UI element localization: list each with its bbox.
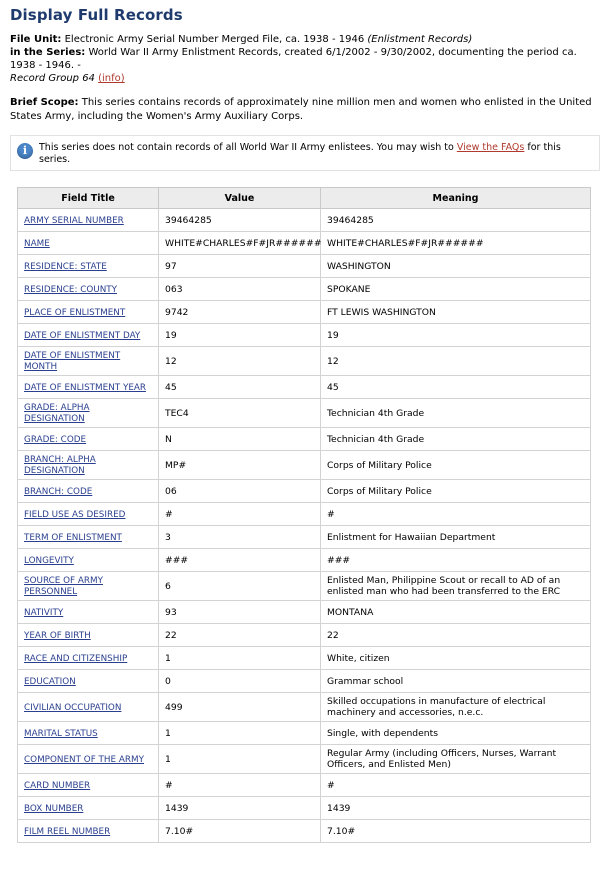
field-title-link[interactable]: GRADE: CODE — [24, 434, 87, 445]
value-cell: MP# — [159, 451, 321, 480]
value-cell: 0 — [159, 670, 321, 693]
value-cell: 22 — [159, 624, 321, 647]
value-cell: N — [159, 428, 321, 451]
table-row — [18, 347, 591, 376]
field-title-cell — [18, 278, 159, 301]
table-row — [18, 399, 591, 428]
field-title-link[interactable]: CARD NUMBER — [24, 780, 91, 791]
value-cell: 06 — [159, 480, 321, 503]
field-title-cell — [18, 774, 159, 797]
page-title: Display Full Records — [10, 6, 183, 24]
field-title-cell — [18, 624, 159, 647]
table-body — [18, 209, 591, 843]
field-title-cell — [18, 549, 159, 572]
notice-text-after: for this series. — [39, 142, 561, 165]
table-row — [18, 376, 591, 399]
records-table — [17, 187, 591, 843]
field-title-cell — [18, 526, 159, 549]
meaning-cell: White, citizen — [321, 647, 591, 670]
meaning-cell: MONTANA — [321, 601, 591, 624]
meaning-cell: SPOKANE — [321, 278, 591, 301]
meaning-cell: # — [321, 503, 591, 526]
value-cell: 97 — [159, 255, 321, 278]
meaning-cell: ### — [321, 549, 591, 572]
field-title-cell — [18, 693, 159, 722]
table-row — [18, 526, 591, 549]
file-unit-info — [10, 33, 600, 85]
field-title-cell — [18, 347, 159, 376]
field-title-link[interactable]: EDUCATION — [24, 676, 76, 687]
info-icon: i — [17, 143, 33, 159]
brief-scope-label: Brief Scope: — [10, 97, 79, 108]
field-title-link[interactable]: BOX NUMBER — [24, 803, 84, 814]
field-title-link[interactable]: MARITAL STATUS — [24, 728, 98, 739]
value-cell: TEC4 — [159, 399, 321, 428]
value-cell: 39464285 — [159, 209, 321, 232]
field-title-cell — [18, 399, 159, 428]
field-title-cell — [18, 376, 159, 399]
field-title-link[interactable]: NATIVITY — [24, 607, 64, 618]
field-title-link[interactable]: BRANCH: ALPHA DESIGNATION — [24, 455, 96, 476]
record-group: Record Group 64 — [10, 73, 95, 84]
field-title-link[interactable]: DATE OF ENLISTMENT MONTH — [24, 351, 121, 372]
field-title-link[interactable]: DATE OF ENLISTMENT DAY — [24, 330, 141, 341]
meaning-cell: 45 — [321, 376, 591, 399]
meaning-cell: # — [321, 774, 591, 797]
meaning-cell: FT LEWIS WASHINGTON — [321, 301, 591, 324]
header-meaning: Meaning — [321, 188, 591, 209]
field-title-cell — [18, 670, 159, 693]
meaning-cell: Corps of Military Police — [321, 451, 591, 480]
field-title-cell — [18, 745, 159, 774]
field-title-link[interactable]: COMPONENT OF THE ARMY — [24, 754, 144, 765]
file-unit-value: Electronic Army Serial Number Merged File, ca. 1938 - 1946 — [64, 34, 365, 45]
info-link[interactable]: (info) — [98, 73, 125, 84]
meaning-cell: WASHINGTON — [321, 255, 591, 278]
value-cell: 45 — [159, 376, 321, 399]
brief-scope — [10, 96, 600, 124]
field-title-link[interactable]: CIVILIAN OCCUPATION — [24, 702, 122, 713]
table-row — [18, 209, 591, 232]
value-cell: ### — [159, 549, 321, 572]
field-title-cell — [18, 480, 159, 503]
header-field-title: Field Title — [18, 188, 159, 209]
field-title-cell — [18, 601, 159, 624]
table-row — [18, 451, 591, 480]
value-cell: 3 — [159, 526, 321, 549]
file-unit-label: File Unit: — [10, 34, 62, 45]
field-title-link[interactable]: DATE OF ENLISTMENT YEAR — [24, 382, 147, 393]
series-value: World War II Army Enlistment Records, created 6/1/2002 - 9/30/2002, documenting the period ca. 1938 - 1946. - — [10, 47, 577, 71]
meaning-cell: 19 — [321, 324, 591, 347]
table-row — [18, 428, 591, 451]
table-row — [18, 549, 591, 572]
meaning-cell: 39464285 — [321, 209, 591, 232]
value-cell: 6 — [159, 572, 321, 601]
table-row — [18, 624, 591, 647]
table-row — [18, 232, 591, 255]
table-row — [18, 255, 591, 278]
file-unit-note: (Enlistment Records) — [367, 34, 473, 45]
meaning-cell: 1439 — [321, 797, 591, 820]
field-title-link[interactable]: NAME — [24, 238, 50, 249]
value-cell: # — [159, 774, 321, 797]
table-row — [18, 670, 591, 693]
brief-scope-value: This series contains records of approximately nine million men and women who enlisted in the United States Army, including the Women's Army Auxiliary Corps. — [10, 97, 592, 122]
field-title-cell — [18, 451, 159, 480]
value-cell: WHITE#CHARLES#F#JR###### — [159, 232, 321, 255]
meaning-cell: Technician 4th Grade — [321, 428, 591, 451]
field-title-cell — [18, 572, 159, 601]
table-row — [18, 693, 591, 722]
table-row — [18, 722, 591, 745]
table-row — [18, 572, 591, 601]
value-cell: 93 — [159, 601, 321, 624]
meaning-cell: Enlisted Man, Philippine Scout or recall to AD of an enlisted man who had been transferred to the ERC — [321, 572, 591, 601]
field-title-cell — [18, 209, 159, 232]
field-title-link[interactable]: PLACE OF ENLISTMENT — [24, 307, 126, 318]
meaning-cell: Skilled occupations in manufacture of electrical machinery and accessories, n.e.c. — [321, 693, 591, 722]
field-title-cell — [18, 722, 159, 745]
meaning-cell: Corps of Military Police — [321, 480, 591, 503]
value-cell: 1439 — [159, 797, 321, 820]
series-label: in the Series: — [10, 47, 86, 58]
value-cell: 1 — [159, 647, 321, 670]
table-row — [18, 601, 591, 624]
meaning-cell: Enlistment for Hawaiian Department — [321, 526, 591, 549]
field-title-link[interactable]: BRANCH: CODE — [24, 486, 93, 497]
value-cell: 499 — [159, 693, 321, 722]
meaning-cell: Single, with dependents — [321, 722, 591, 745]
meaning-cell: Technician 4th Grade — [321, 399, 591, 428]
table-row — [18, 301, 591, 324]
value-cell: 1 — [159, 745, 321, 774]
notice-text — [39, 140, 593, 166]
notice-text-before: This series does not contain records of all World War II Army enlistees. You may wish to — [39, 142, 454, 153]
table-row — [18, 745, 591, 774]
meaning-cell: 7.10# — [321, 820, 591, 843]
field-title-link[interactable]: LONGEVITY — [24, 555, 74, 566]
meaning-cell: 12 — [321, 347, 591, 376]
table-row — [18, 278, 591, 301]
meaning-cell: 22 — [321, 624, 591, 647]
field-title-cell — [18, 428, 159, 451]
value-cell: 7.10# — [159, 820, 321, 843]
field-title-link[interactable]: RESIDENCE: STATE — [24, 261, 107, 272]
value-cell: 12 — [159, 347, 321, 376]
field-title-link[interactable]: RESIDENCE: COUNTY — [24, 284, 118, 295]
field-title-link[interactable]: TERM OF ENLISTMENT — [24, 532, 122, 543]
meaning-cell: Regular Army (including Officers, Nurses, Warrant Officers, and Enlisted Men) — [321, 745, 591, 774]
field-title-link[interactable]: FIELD USE AS DESIRED — [24, 509, 126, 520]
table-row — [18, 324, 591, 347]
meaning-cell: Grammar school — [321, 670, 591, 693]
table-row — [18, 647, 591, 670]
header-value: Value — [159, 188, 321, 209]
value-cell: # — [159, 503, 321, 526]
field-title-cell — [18, 647, 159, 670]
table-row — [18, 820, 591, 843]
field-title-cell — [18, 820, 159, 843]
view-faqs-link[interactable]: View the FAQs — [456, 142, 525, 153]
value-cell: 19 — [159, 324, 321, 347]
field-title-cell — [18, 301, 159, 324]
table-row — [18, 503, 591, 526]
field-title-link[interactable]: RACE AND CITIZENSHIP — [24, 653, 128, 664]
field-title-cell — [18, 503, 159, 526]
table-row — [18, 774, 591, 797]
field-title-link[interactable]: GRADE: ALPHA DESIGNATION — [24, 403, 90, 424]
value-cell: 063 — [159, 278, 321, 301]
field-title-link[interactable]: YEAR OF BIRTH — [24, 630, 91, 641]
value-cell: 1 — [159, 722, 321, 745]
field-title-cell — [18, 324, 159, 347]
field-title-link[interactable]: SOURCE OF ARMY PERSONNEL — [24, 576, 103, 597]
series-notice — [10, 135, 600, 171]
table-header-row — [18, 188, 591, 209]
table-row — [18, 797, 591, 820]
value-cell: 9742 — [159, 301, 321, 324]
meaning-cell: WHITE#CHARLES#F#JR###### — [321, 232, 591, 255]
field-title-cell — [18, 232, 159, 255]
table-row — [18, 480, 591, 503]
field-title-link[interactable]: FILM REEL NUMBER — [24, 826, 111, 837]
field-title-cell — [18, 255, 159, 278]
field-title-cell — [18, 797, 159, 820]
field-title-link[interactable]: ARMY SERIAL NUMBER — [24, 215, 124, 226]
